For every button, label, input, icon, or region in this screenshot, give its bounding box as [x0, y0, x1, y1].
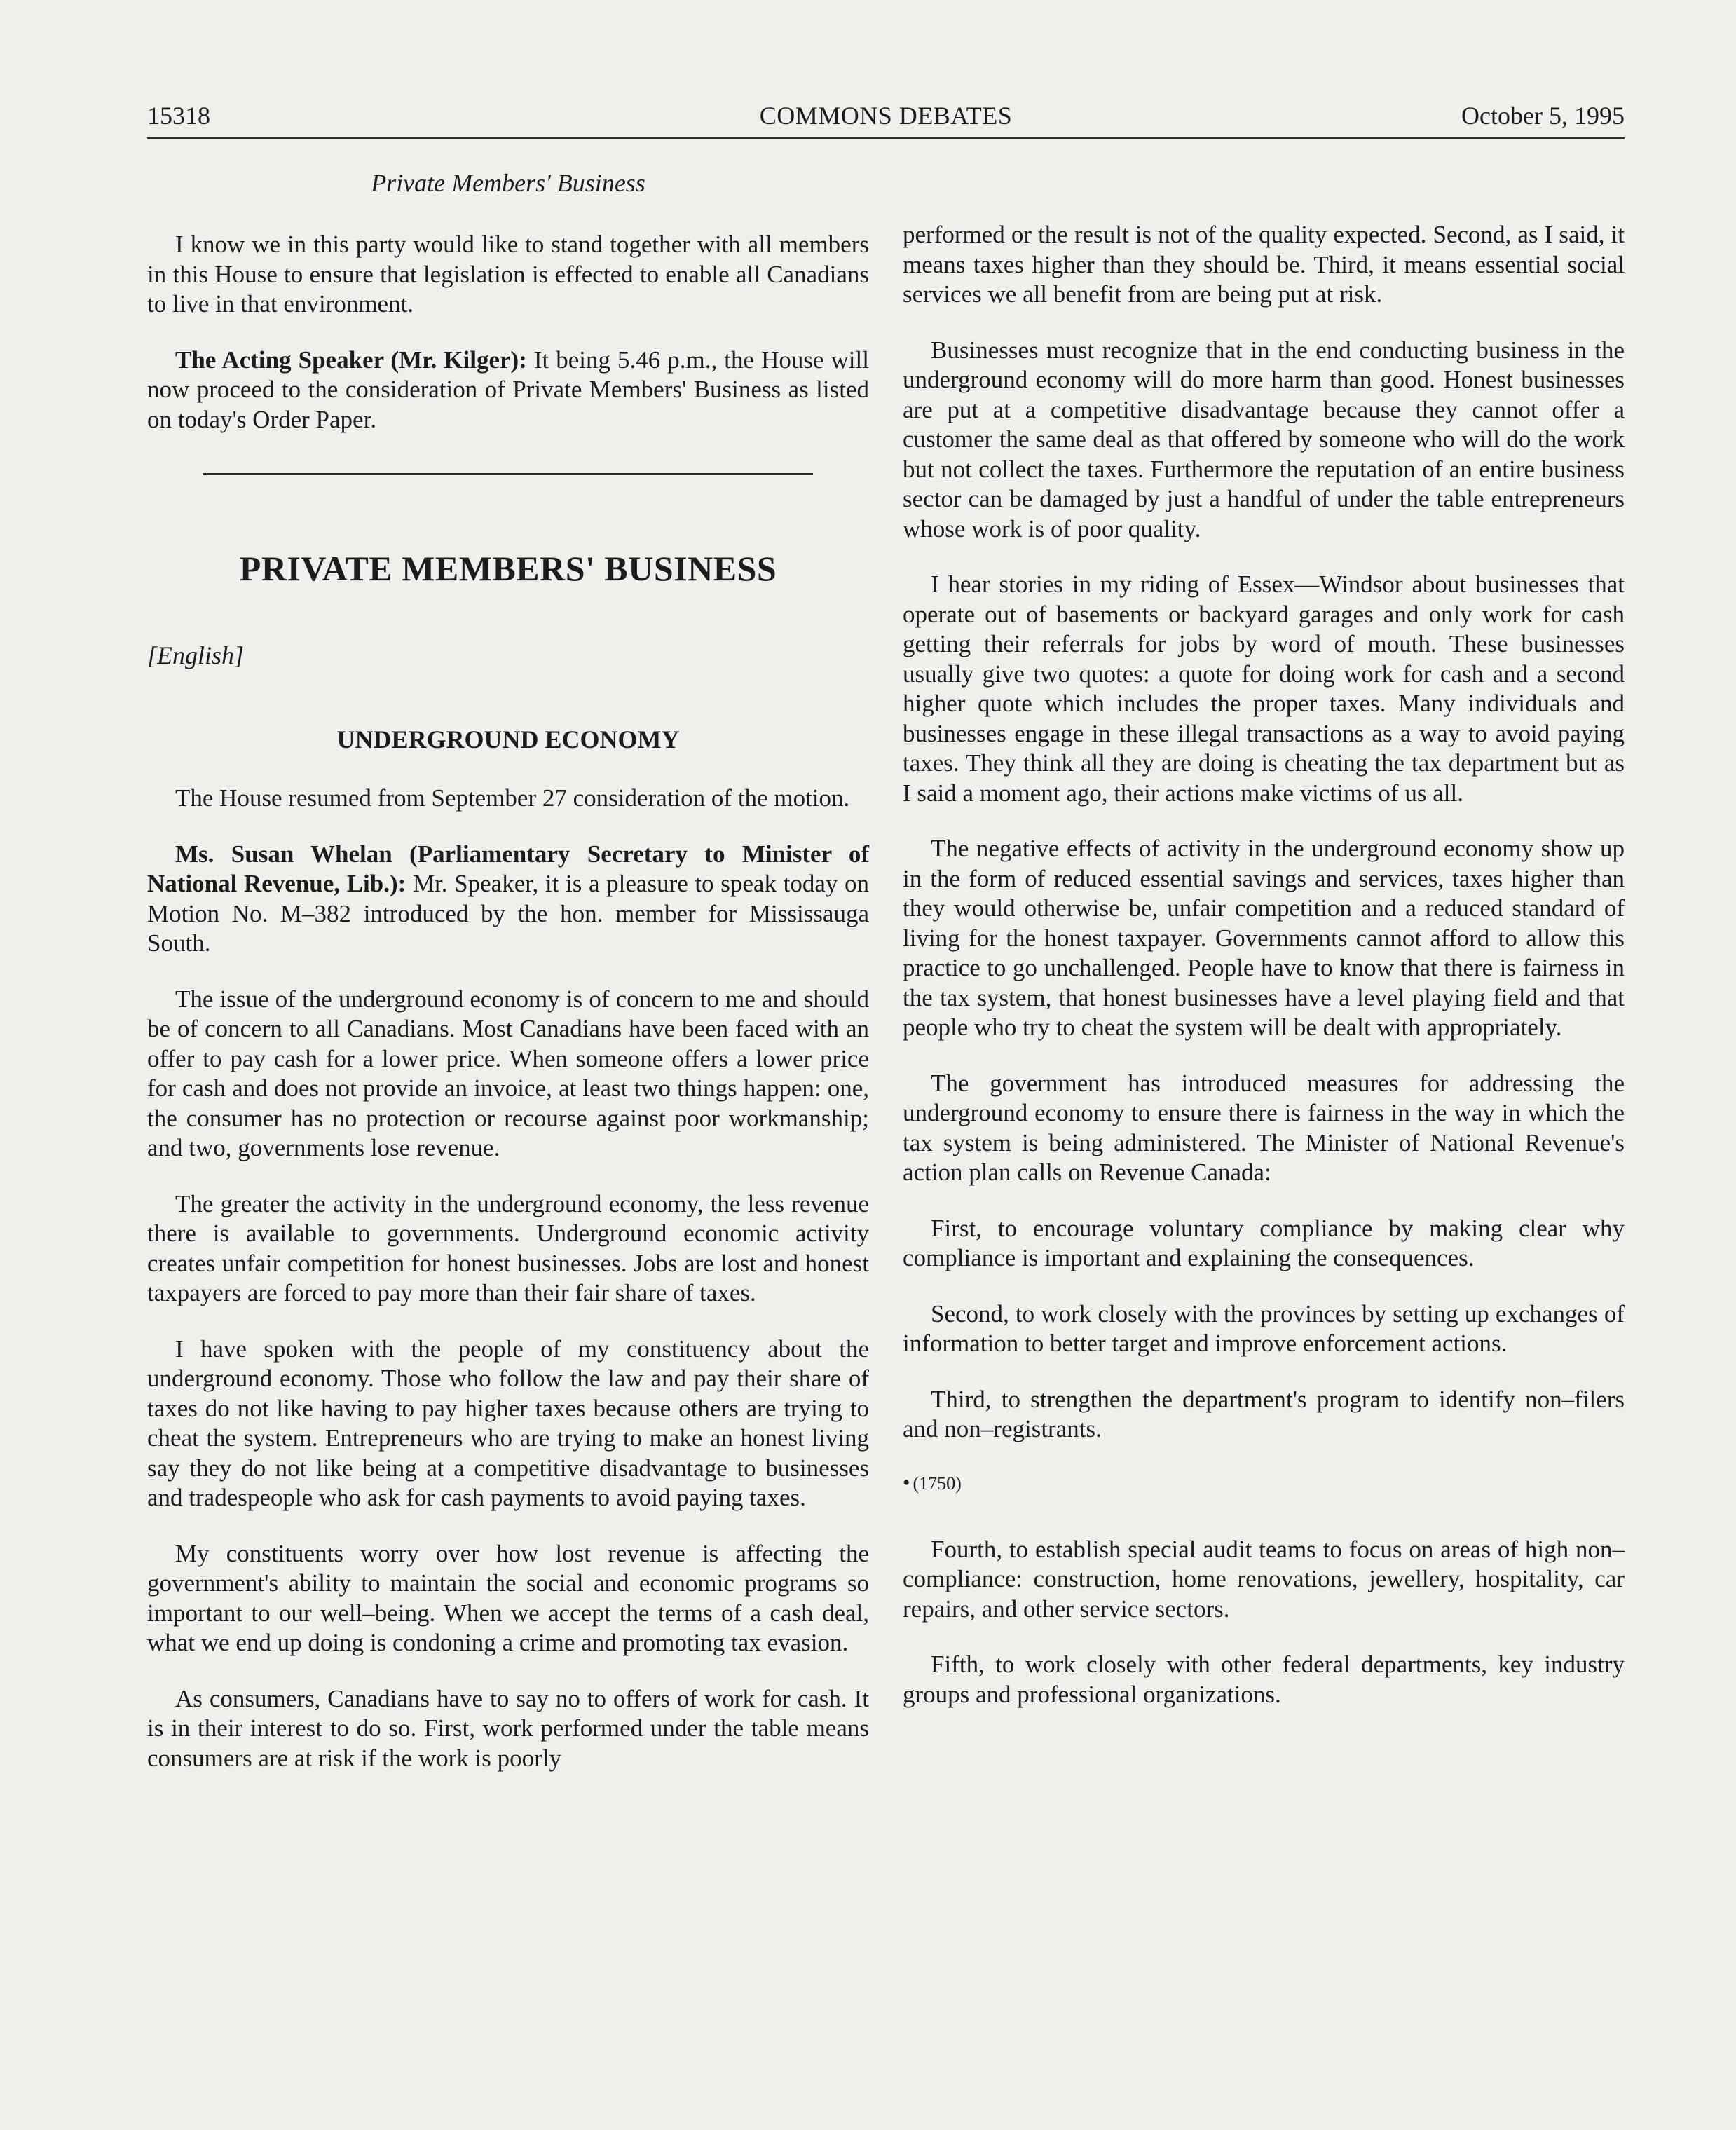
- section-divider: [203, 473, 813, 475]
- speech-text: It being 5.46 p.m., the House will now proceed to the consideration of Private Members' Business as listed on today's Order Paper.: [147, 346, 869, 433]
- paragraph: Second, to work closely with the provinces by setting up exchanges of information to better target and improve enforcement actions.: [903, 1299, 1625, 1357]
- header-rule: [147, 137, 1625, 139]
- header-date: October 5, 1995: [1461, 102, 1625, 130]
- section-label: Private Members' Business: [371, 169, 645, 197]
- bullet-icon: •: [903, 1470, 910, 1494]
- paragraph: The government has introduced measures for addressing the underground economy to ensure there is fairness in the way in which the tax system is being administered. The Minister of National Revenue's action plan calls on Revenue Canada:: [903, 1069, 1625, 1186]
- left-column: [147, 168, 869, 1799]
- paragraph: I hear stories in my riding of Essex—Windsor about businesses that operate out of basements or backyard garages and only work for cash getting their referrals for jobs by word of mouth. These businesses usually give two quotes: a quote for doing work for cash and a second higher quote which includes the proper taxes. Many individuals and businesses engage in these illegal transactions as a way to avoid paying taxes. They think all they are doing is cheating the tax department but as I said a moment ago, their actions make victims of us all.: [903, 571, 1625, 807]
- paragraph: First, to encourage voluntary compliance by making clear why compliance is important and explaining the consequences.: [903, 1214, 1625, 1271]
- paragraph: I have spoken with the people of my constituency about the underground economy. Those who follow the law and pay their share of taxes do not like having to pay higher taxes because others are trying to cheat the system. Entrepreneurs who are trying to make an honest living say they do not like being at a competitive disadvantage to businesses and tradespeople who ask for cash payments to avoid paying taxes.: [147, 1334, 869, 1511]
- speech-text: Mr. Speaker, it is a pleasure to speak today on Motion No. M–382 introduced by the hon. member for Mississauga South.: [147, 870, 870, 957]
- paragraph: The House resumed from September 27 consideration of the motion.: [175, 784, 850, 812]
- paragraph: Businesses must recognize that in the end conducting business in the underground economy will do more harm than good. Honest businesses are put at a competitive disadvantage because they cannot offer a customer the same deal as that offered by someone who will do the work but not collect the taxes. Furthermore the reputation of an entire business sector can be damaged by just a handful of under the table entrepreneurs whose work is of poor quality.: [903, 336, 1625, 542]
- main-heading: PRIVATE MEMBERS' BUSINESS: [239, 549, 777, 588]
- paragraph: Fifth, to work closely with other federal departments, key industry groups and professional organizations.: [903, 1651, 1625, 1708]
- paragraph: I know we in this party would like to stand together with all members in this House to ensure that legislation is effected to enable all Canadians to live in that environment.: [147, 231, 869, 318]
- speaker-paragraph: [147, 346, 869, 435]
- paragraph: The negative effects of activity in the underground economy show up in the form of reduced essential savings and services, taxes higher than they would otherwise be, unfair competition and a reduced standard of living for the honest taxpayer. Governments cannot afford to allow this practice to go unchallenged. People have to know that there is fairness in the tax system, that honest businesses have a level playing field and that people who try to cheat the system will be dealt with appropriately.: [903, 835, 1625, 1041]
- paragraph: As consumers, Canadians have to say no to offers of work for cash. It is in their interest to do so. First, work performed under the table means consumers are at risk if the work is poorly: [147, 1684, 869, 1772]
- paragraph: The issue of the underground economy is of concern to me and should be of concern to all Canadians. Most Canadians have been faced with an offer to pay cash for a lower price. When someone offers a lower price for cash and does not provide an invoice, at least two things happen: one, the consumer has no protection or recourse against poor workmanship; and two, governments lose revenue.: [147, 985, 869, 1161]
- time-stamp: (1750): [913, 1473, 962, 1494]
- speaker-name: The Acting Speaker (Mr. Kilger):: [175, 346, 527, 374]
- speaker-name: Ms. Susan Whelan (Parliamentary Secretary to Minister of National Revenue, Lib.):: [147, 840, 869, 897]
- paragraph: Fourth, to establish special audit teams to focus on areas of high non–compliance: construction, home renovations, jewellery, hospitality, car repairs, and other service sectors.: [903, 1535, 1625, 1623]
- speaker-paragraph: [147, 840, 869, 959]
- right-column: [903, 220, 1625, 1735]
- paragraph: The greater the activity in the underground economy, the less revenue there is available to governments. Underground economic activity creates unfair competition for honest businesses. Jobs are lost and honest taxpayers are forced to pay more than their fair share of taxes.: [147, 1189, 869, 1306]
- time-marker: [903, 1470, 1625, 1496]
- page-number: 15318: [147, 102, 210, 130]
- paragraph: performed or the result is not of the quality expected. Second, as I said, it means taxes higher than they should be. Third, it means essential social services we all benefit from are being put at risk.: [903, 221, 1625, 308]
- paragraph: Third, to strengthen the department's program to identify non–filers and non–registrants.: [903, 1385, 1625, 1442]
- running-title: COMMONS DEBATES: [759, 102, 1013, 130]
- sub-heading: UNDERGROUND ECONOMY: [336, 725, 680, 753]
- page-header: [147, 98, 1625, 133]
- language-tag: [English]: [147, 641, 245, 669]
- paragraph: My constituents worry over how lost revenue is affecting the government's ability to maintain the social and economic programs so important to our well–being. When we accept the terms of a cash deal, what we end up doing is condoning a crime and promoting tax evasion.: [147, 1539, 869, 1656]
